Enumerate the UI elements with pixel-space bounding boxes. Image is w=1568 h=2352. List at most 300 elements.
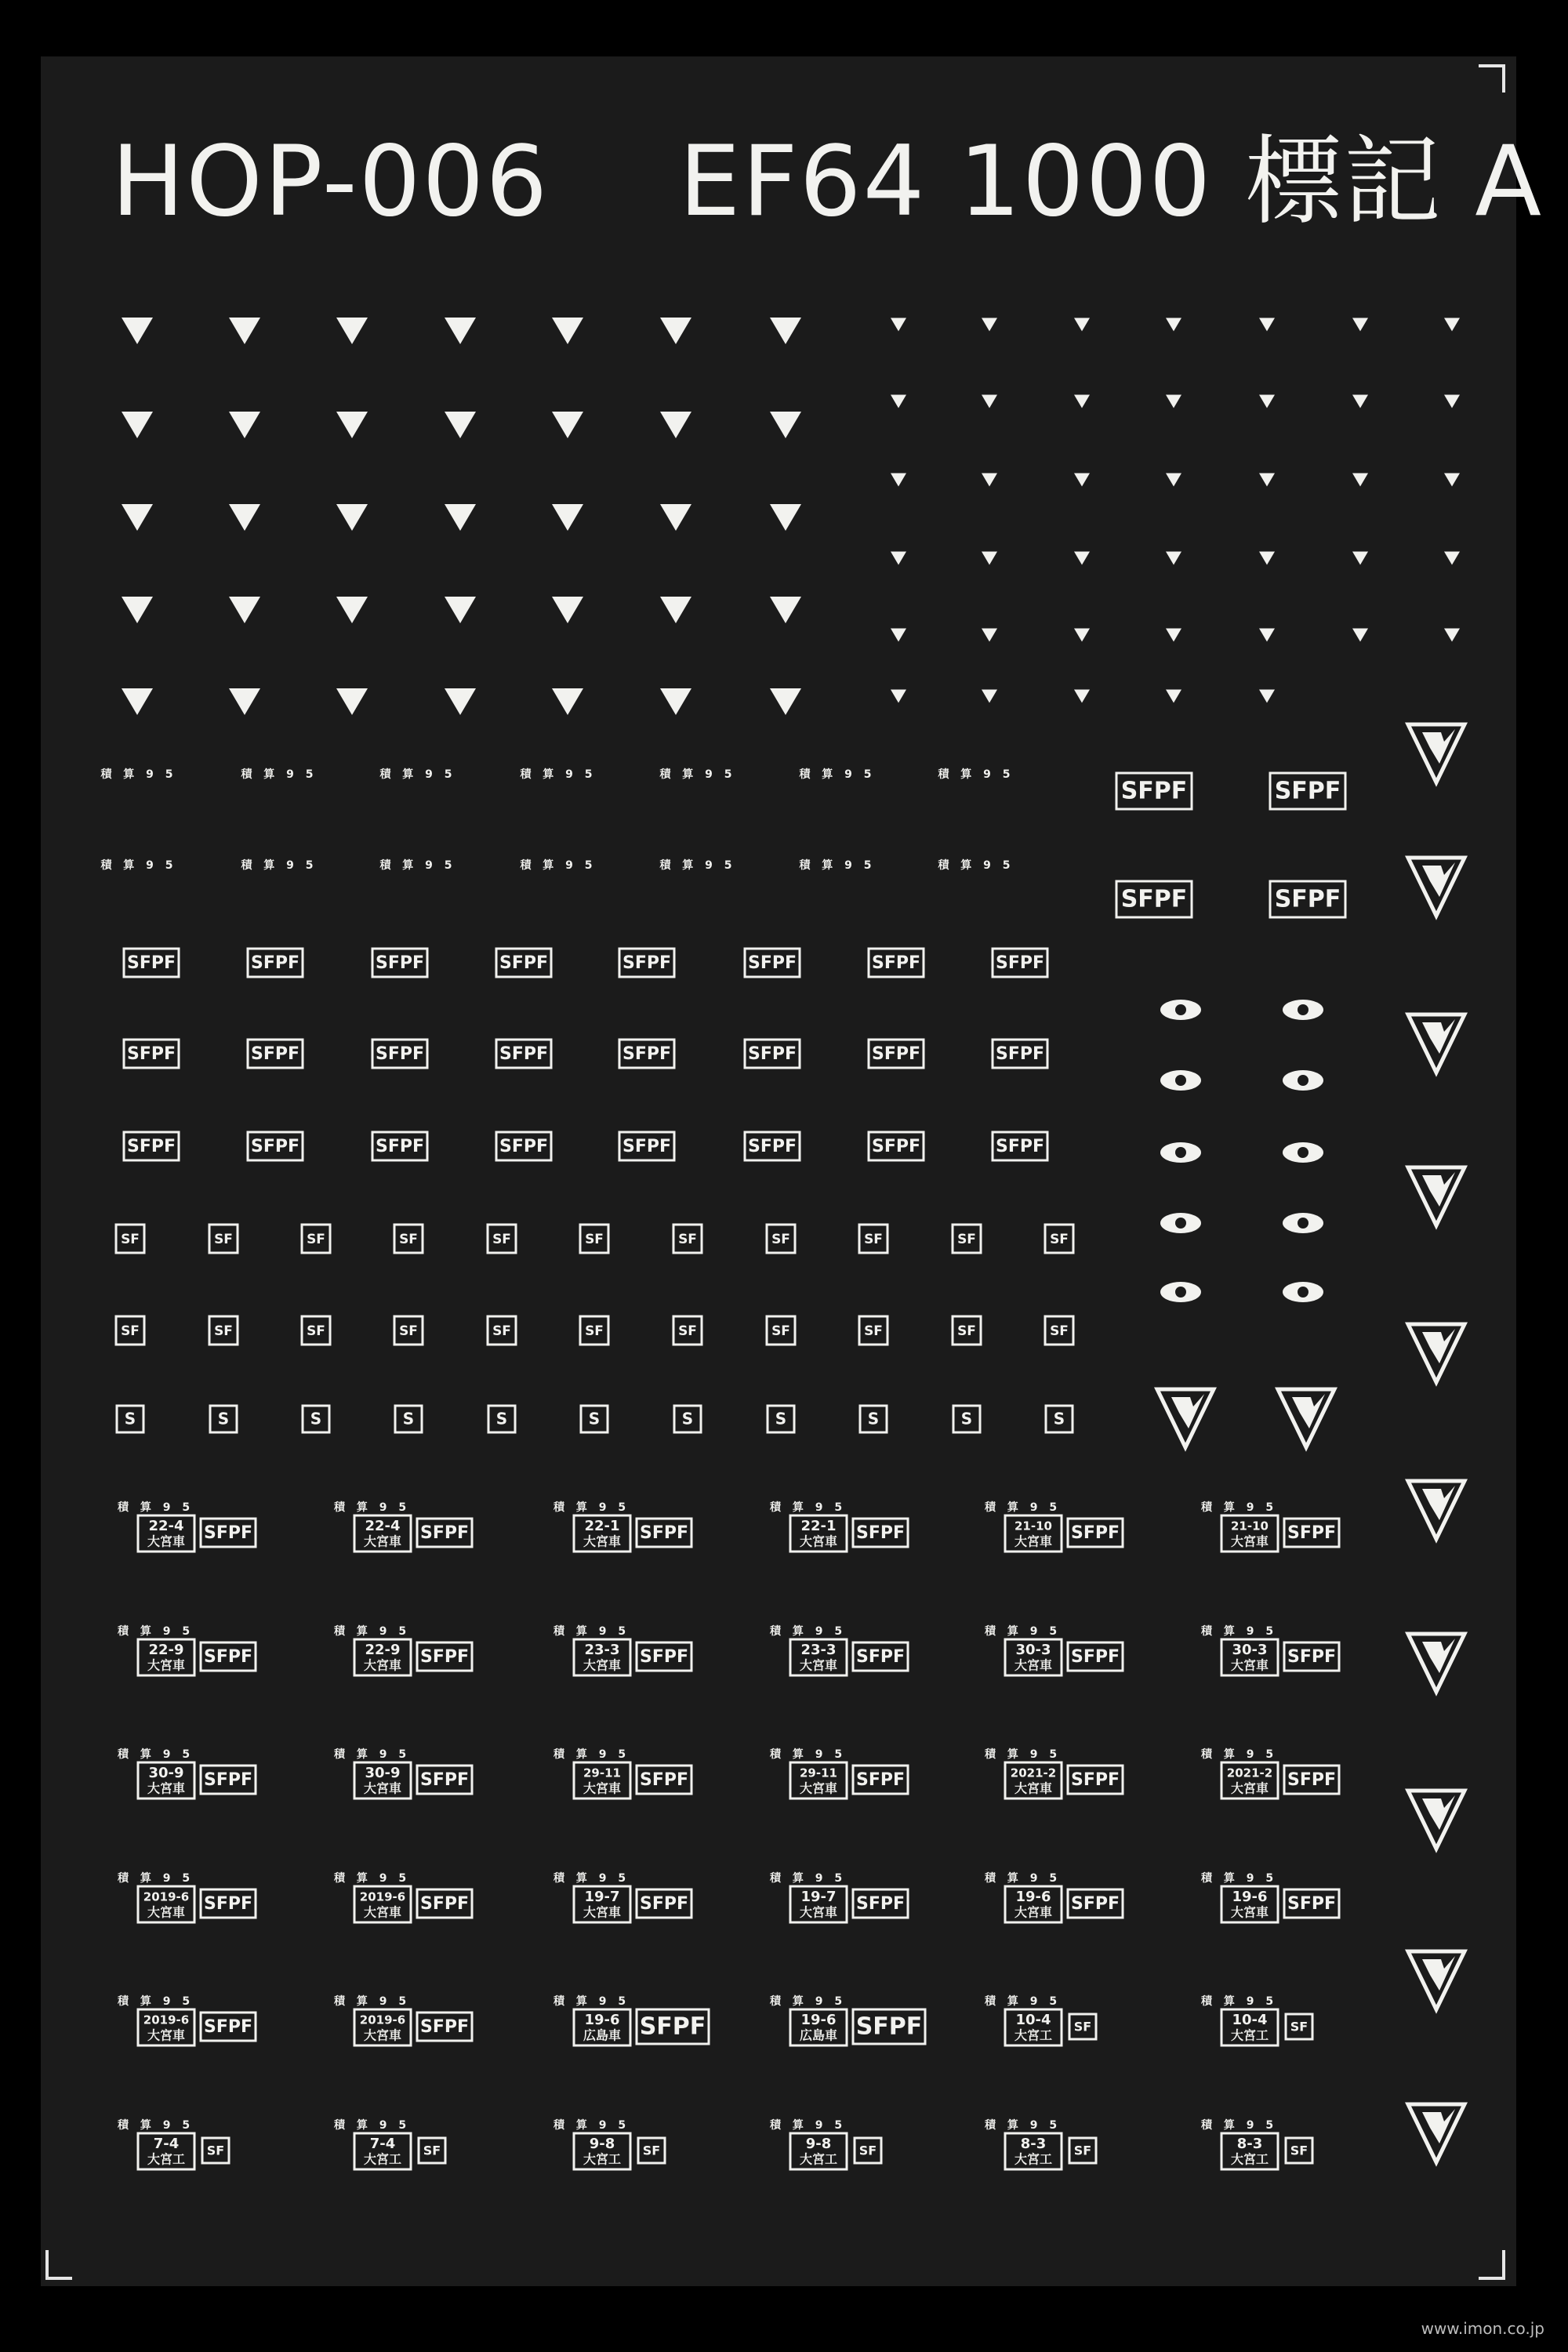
sfpf-text: SFPF [203,1647,253,1667]
s-text: S [681,1409,694,1428]
code-number: 23-3 [800,1642,837,1658]
triangle-mark-large [660,412,691,438]
sf-text: SF [307,1323,325,1339]
depot-text: 大宮車 [363,2027,402,2043]
code-number: 10-4 [1015,2012,1051,2028]
emblem-glyph [1422,1956,1455,1991]
sfpf-text: SFPF [1274,777,1341,805]
code-number: 19-6 [1232,1889,1268,1905]
note-text: 積 算 9 5 [520,859,597,872]
code-number: 21-10 [1231,1519,1269,1534]
note-text: 積 算 9 5 [1201,2119,1278,2132]
note-text: 積 算 9 5 [520,768,597,781]
note-text: 積 算 9 5 [100,768,177,781]
note-text: 積 算 9 5 [379,768,456,781]
note-text: 積 算 9 5 [770,2119,847,2132]
code-number: 23-3 [584,1642,620,1658]
sf-text: SF [642,2143,661,2158]
depot-text: 大宮車 [147,1657,186,1673]
depot-text: 大宮車 [363,1780,402,1796]
code-number: 29-11 [583,1766,621,1780]
code-number: 19-7 [800,1889,837,1905]
sfpf-text: SFPF [871,1044,921,1064]
depot-text: 大宮車 [363,1657,402,1673]
s-text: S [124,1409,136,1428]
triangle-mark-small [982,474,997,487]
note-text: 積 算 9 5 [770,1995,847,2008]
triangle-mark-small [891,474,906,487]
triangle-mark-small [1444,552,1460,565]
sf-text: SF [864,1323,883,1339]
code-number: 2019-6 [143,1889,190,1904]
eye-mark-pupil [1298,1075,1308,1086]
triangle-mark-small [982,629,997,642]
sfpf-text: SFPF [1070,1894,1120,1914]
triangle-mark-large [336,597,368,623]
emblem-glyph [1422,729,1455,764]
note-text: 積 算 9 5 [554,1872,630,1885]
note-text: 積 算 9 5 [118,1625,194,1638]
code-number: 22-9 [365,1642,401,1658]
note-text: 積 算 9 5 [118,1995,194,2008]
sfpf-text: SFPF [250,1137,300,1156]
note-text: 積 算 9 5 [334,1872,411,1885]
sfpf-text: SFPF [1070,1770,1120,1790]
eye-mark-pupil [1175,1075,1186,1086]
code-number: 19-6 [800,2012,837,2028]
code-number: 30-9 [148,1765,184,1781]
depot-text: 大宮車 [1230,1780,1269,1796]
eye-mark-pupil [1298,1004,1308,1015]
note-text: 積 算 9 5 [379,859,456,872]
triangle-mark-large [445,688,476,715]
triangle-mark-large [445,318,476,344]
emblem-glyph [1422,1795,1455,1830]
triangle-mark-large [229,688,260,715]
note-text: 積 算 9 5 [241,768,318,781]
emblem-glyph [1422,1172,1455,1207]
triangle-mark-large [229,597,260,623]
sfpf-text: SFPF [855,1647,906,1667]
depot-text: 大宮車 [583,1780,622,1796]
code-number: 19-7 [584,1889,620,1905]
code-number: 22-1 [800,1518,837,1534]
triangle-mark-large [660,504,691,531]
note-text: 積 算 9 5 [985,1995,1062,2008]
note-text: 積 算 9 5 [118,1748,194,1761]
sfpf-text: SFPF [1120,777,1188,805]
triangle-mark-small [982,690,997,703]
sfpf-text: SFPF [639,2013,706,2041]
note-text: 積 算 9 5 [241,859,318,872]
triangle-mark-small [891,318,906,332]
sfpf-text: SFPF [622,1044,672,1064]
triangle-mark-large [229,318,260,344]
note-text: 積 算 9 5 [1201,1872,1278,1885]
triangle-mark-large [336,412,368,438]
sfpf-text: SFPF [419,2017,470,2037]
triangle-mark-small [1352,474,1368,487]
code-number: 9-8 [805,2136,832,2152]
sf-text: SF [864,1232,883,1247]
note-text: 積 算 9 5 [1201,1748,1278,1761]
sf-text: SF [423,2143,441,2158]
s-text: S [217,1409,230,1428]
triangle-mark-large [122,412,153,438]
note-text: 積 算 9 5 [659,768,736,781]
depot-text: 大宮車 [1230,1657,1269,1673]
sfpf-text: SFPF [375,1044,425,1064]
triangle-mark-small [1166,318,1181,332]
sfpf-text: SFPF [1287,1523,1337,1543]
sfpf-text: SFPF [499,1137,549,1156]
triangle-mark-small [1259,395,1275,408]
s-text: S [495,1409,508,1428]
code-number: 2019-6 [359,1889,406,1904]
note-text: 積 算 9 5 [938,859,1014,872]
sfpf-text: SFPF [747,953,797,973]
triangle-mark-small [1074,395,1090,408]
sf-text: SF [957,1232,976,1247]
emblem-glyph [1171,1394,1204,1428]
code-number: 30-3 [1015,1642,1051,1658]
note-text: 積 算 9 5 [985,1625,1062,1638]
triangle-mark-small [1166,629,1181,642]
triangle-mark-large [445,504,476,531]
sf-text: SF [858,2143,877,2158]
depot-text: 大宮車 [799,1657,838,1673]
sheet-title: HOP-006 EF64 1000 標記 A [111,125,1544,238]
triangle-mark-large [770,688,801,715]
sfpf-text: SFPF [203,2017,253,2037]
triangle-mark-large [660,597,691,623]
sfpf-text: SFPF [995,1044,1045,1064]
sfpf-text: SFPF [747,1137,797,1156]
sfpf-text: SFPF [499,1044,549,1064]
triangle-mark-small [1166,474,1181,487]
sf-text: SF [307,1232,325,1247]
depot-text: 大宮車 [1014,1657,1053,1673]
triangle-mark-large [445,597,476,623]
depot-text: 大宮車 [147,1780,186,1796]
depot-text: 大宮工 [583,2151,622,2167]
triangle-mark-small [1166,690,1181,703]
code-number: 7-4 [369,2136,396,2152]
sf-text: SF [771,1323,790,1339]
sfpf-text: SFPF [995,953,1045,973]
note-text: 積 算 9 5 [554,1625,630,1638]
sfpf-text: SFPF [419,1647,470,1667]
sf-text: SF [771,1232,790,1247]
sf-text: SF [1290,2143,1308,2158]
sfpf-text: SFPF [375,1137,425,1156]
triangle-mark-large [229,412,260,438]
note-text: 積 算 9 5 [770,1748,847,1761]
triangle-mark-small [1259,474,1275,487]
triangle-mark-small [982,395,997,408]
code-number: 30-9 [365,1765,401,1781]
code-number: 22-1 [584,1518,620,1534]
triangle-mark-small [1259,629,1275,642]
depot-text: 大宮車 [583,1657,622,1673]
sfpf-text: SFPF [419,1523,470,1543]
note-text: 積 算 9 5 [1201,1501,1278,1514]
depot-text: 大宮車 [147,1534,186,1549]
sf-text: SF [492,1232,511,1247]
triangle-mark-small [1166,552,1181,565]
depot-text: 大宮車 [363,1534,402,1549]
sf-text: SF [585,1232,604,1247]
depot-text: 大宮車 [1014,1904,1053,1920]
sfpf-text: SFPF [1287,1647,1337,1667]
note-text: 積 算 9 5 [1201,1995,1278,2008]
note-text: 積 算 9 5 [770,1625,847,1638]
note-text: 積 算 9 5 [554,1995,630,2008]
depot-text: 大宮車 [147,1904,186,1920]
sfpf-text: SFPF [1070,1647,1120,1667]
depot-text: 広島車 [799,2027,838,2043]
triangle-mark-large [552,318,583,344]
sf-text: SF [121,1232,140,1247]
sfpf-text: SFPF [1120,885,1188,913]
triangle-mark-large [122,504,153,531]
triangle-mark-small [1166,395,1181,408]
triangle-mark-small [1444,395,1460,408]
emblem-glyph [1422,2109,1455,2143]
triangle-mark-large [660,318,691,344]
triangle-mark-large [770,318,801,344]
code-number: 22-9 [148,1642,184,1658]
sfpf-text: SFPF [622,953,672,973]
triangle-mark-large [122,597,153,623]
sf-text: SF [214,1323,233,1339]
note-text: 積 算 9 5 [985,1748,1062,1761]
note-text: 積 算 9 5 [118,2119,194,2132]
sf-text: SF [121,1323,140,1339]
triangle-mark-small [982,318,997,332]
triangle-mark-large [552,504,583,531]
sfpf-text: SFPF [1070,1523,1120,1543]
code-number: 22-4 [365,1518,401,1534]
note-text: 積 算 9 5 [118,1501,194,1514]
triangle-mark-small [891,395,906,408]
sfpf-text: SFPF [419,1770,470,1790]
sfpf-text: SFPF [1287,1770,1337,1790]
triangle-mark-small [1259,690,1275,703]
code-number: 29-11 [800,1766,837,1780]
s-text: S [588,1409,601,1428]
note-text: 積 算 9 5 [1201,1625,1278,1638]
code-number: 2021-2 [1226,1766,1273,1780]
triangle-mark-large [445,412,476,438]
note-text: 積 算 9 5 [334,1748,411,1761]
triangle-mark-large [122,318,153,344]
s-text: S [1053,1409,1065,1428]
s-text: S [867,1409,880,1428]
code-number: 2021-2 [1010,1766,1057,1780]
sfpf-text: SFPF [250,1044,300,1064]
depot-text: 大宮車 [799,1534,838,1549]
triangle-mark-small [1074,690,1090,703]
code-number: 9-8 [589,2136,615,2152]
sf-text: SF [399,1323,418,1339]
eye-mark-pupil [1298,1287,1308,1298]
triangle-mark-small [891,690,906,703]
triangle-mark-small [1444,318,1460,332]
note-text: 積 算 9 5 [985,1501,1062,1514]
note-text: 積 算 9 5 [938,768,1014,781]
sfpf-text: SFPF [639,1770,689,1790]
sf-text: SF [1073,2143,1092,2158]
emblem-glyph [1422,862,1455,897]
depot-text: 大宮工 [1230,2151,1269,2167]
sfpf-text: SFPF [419,1894,470,1914]
watermark-text: www.imon.co.jp [1421,2319,1544,2338]
triangle-mark-small [1074,552,1090,565]
triangle-mark-large [552,412,583,438]
sfpf-text: SFPF [855,1523,906,1543]
sfpf-text: SFPF [203,1523,253,1543]
triangle-mark-large [770,597,801,623]
sfpf-text: SFPF [855,1894,906,1914]
sfpf-text: SFPF [855,2013,923,2041]
sf-text: SF [957,1323,976,1339]
note-text: 積 算 9 5 [799,859,876,872]
depot-text: 大宮工 [799,2151,838,2167]
triangle-mark-large [552,597,583,623]
eye-mark-pupil [1175,1218,1186,1229]
triangle-mark-large [770,504,801,531]
code-number: 7-4 [153,2136,180,2152]
code-number: 21-10 [1014,1519,1052,1534]
sf-text: SF [585,1323,604,1339]
triangle-mark-small [891,552,906,565]
triangle-mark-small [1074,318,1090,332]
triangle-mark-large [552,688,583,715]
eye-mark-pupil [1175,1004,1186,1015]
sfpf-text: SFPF [203,1770,253,1790]
sfpf-text: SFPF [747,1044,797,1064]
note-text: 積 算 9 5 [554,2119,630,2132]
sfpf-text: SFPF [622,1137,672,1156]
depot-text: 大宮工 [1014,2027,1053,2043]
sfpf-text: SFPF [1287,1894,1337,1914]
sfpf-text: SFPF [375,953,425,973]
sfpf-text: SFPF [250,953,300,973]
depot-text: 大宮工 [147,2151,186,2167]
sfpf-text: SFPF [855,1770,906,1790]
note-text: 積 算 9 5 [799,768,876,781]
code-number: 2019-6 [359,2013,406,2027]
sf-text: SF [678,1232,697,1247]
triangle-mark-small [1074,474,1090,487]
s-text: S [402,1409,415,1428]
triangle-mark-small [982,552,997,565]
depot-text: 大宮工 [1014,2151,1053,2167]
depot-text: 大宮車 [1014,1780,1053,1796]
sf-text: SF [1050,1232,1069,1247]
sfpf-text: SFPF [639,1894,689,1914]
code-number: 2019-6 [143,2013,190,2027]
sf-text: SF [214,1232,233,1247]
depot-text: 大宮車 [1230,1904,1269,1920]
triangle-mark-large [229,504,260,531]
triangle-mark-small [1444,474,1460,487]
eye-mark-pupil [1298,1218,1308,1229]
emblem-glyph [1292,1394,1325,1428]
depot-text: 大宮車 [363,1904,402,1920]
sf-text: SF [678,1323,697,1339]
triangle-mark-small [1352,552,1368,565]
triangle-mark-small [1259,552,1275,565]
s-text: S [960,1409,973,1428]
triangle-mark-small [1074,629,1090,642]
depot-text: 大宮車 [799,1904,838,1920]
note-text: 積 算 9 5 [100,859,177,872]
note-text: 積 算 9 5 [334,1625,411,1638]
eye-mark-pupil [1175,1287,1186,1298]
code-number: 19-6 [584,2012,620,2028]
triangle-mark-small [1352,318,1368,332]
depot-text: 広島車 [583,2027,622,2043]
code-number: 30-3 [1232,1642,1268,1658]
sfpf-text: SFPF [203,1894,253,1914]
depot-text: 大宮車 [1230,1534,1269,1549]
emblem-glyph [1422,1329,1455,1363]
code-number: 8-3 [1236,2136,1263,2152]
depot-text: 大宮車 [583,1904,622,1920]
note-text: 積 算 9 5 [985,2119,1062,2132]
triangle-mark-small [891,629,906,642]
sfpf-text: SFPF [126,1044,176,1064]
triangle-mark-large [336,504,368,531]
triangle-mark-large [770,412,801,438]
triangle-mark-large [122,688,153,715]
code-number: 22-4 [148,1518,184,1534]
note-text: 積 算 9 5 [334,1501,411,1514]
eye-mark-pupil [1175,1147,1186,1158]
triangle-mark-small [1259,318,1275,332]
note-text: 積 算 9 5 [659,859,736,872]
sf-text: SF [1073,2019,1092,2034]
triangle-mark-small [1352,395,1368,408]
note-text: 積 算 9 5 [554,1748,630,1761]
emblem-glyph [1422,1019,1455,1054]
sf-text: SF [1290,2019,1308,2034]
sf-text: SF [1050,1323,1069,1339]
triangle-mark-large [336,688,368,715]
depot-text: 大宮工 [363,2151,402,2167]
triangle-mark-large [660,688,691,715]
code-number: 10-4 [1232,2012,1268,2028]
note-text: 積 算 9 5 [334,2119,411,2132]
sfpf-text: SFPF [126,953,176,973]
sfpf-text: SFPF [639,1523,689,1543]
sf-text: SF [399,1232,418,1247]
note-text: 積 算 9 5 [118,1872,194,1885]
sfpf-text: SFPF [995,1137,1045,1156]
triangle-mark-small [1352,629,1368,642]
s-text: S [310,1409,322,1428]
note-text: 積 算 9 5 [985,1872,1062,1885]
eye-mark-pupil [1298,1147,1308,1158]
depot-text: 大宮工 [1230,2027,1269,2043]
sfpf-text: SFPF [639,1647,689,1667]
triangle-mark-small [1444,629,1460,642]
triangle-mark-large [336,318,368,344]
code-number: 19-6 [1015,1889,1051,1905]
s-text: S [775,1409,787,1428]
